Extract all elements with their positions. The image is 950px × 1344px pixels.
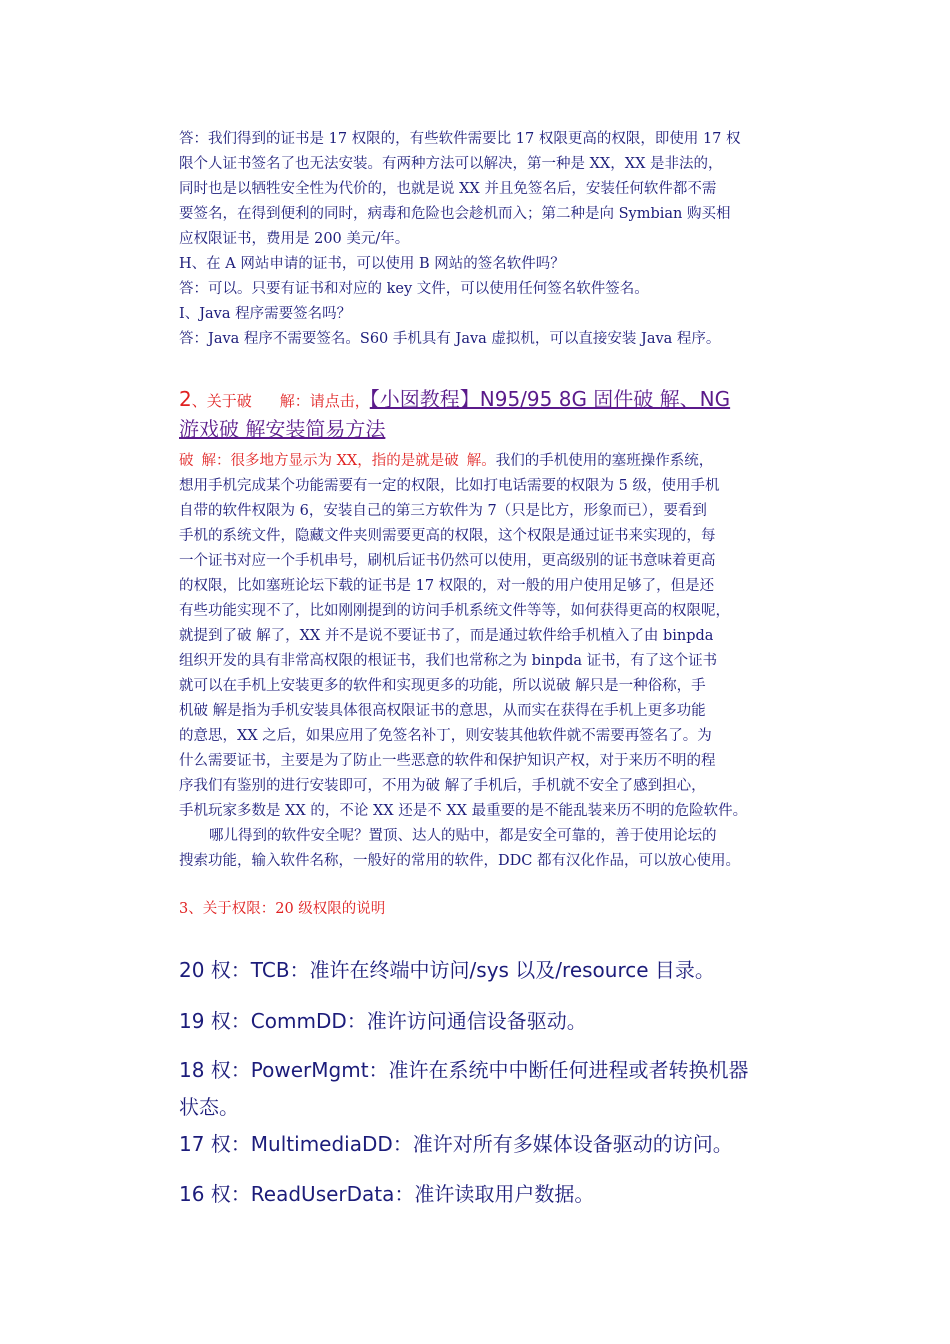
- permission-item: [179, 1052, 819, 1126]
- text-line: 的意思，XX 之后，如果应用了免签名补丁，则安装其他软件就不需要再签名了。为: [179, 728, 712, 744]
- crack-explanation: [179, 449, 819, 874]
- link-text-line1[interactable]: 【小囡教程】N95/95 8G 固件破 解、NG: [369, 387, 731, 411]
- text-line: 机破 解是指为手机安装具体很高权限证书的意思，从而实在获得在手机上更多功能: [179, 703, 706, 719]
- heading-text: 解：请点击，: [279, 392, 370, 410]
- permission-text: 18 权：PowerMgmt：准许在系统中中断任何进程或者转换机器: [179, 1058, 749, 1082]
- permission-text-cont: 状态。: [179, 1095, 239, 1119]
- crack-definition: 解：很多地方显示为 XX，指的是就是破: [201, 453, 459, 469]
- tutorial-link[interactable]: [179, 387, 730, 441]
- permission-text: 19 权：CommDD：准许访问通信设备驱动。: [179, 1009, 587, 1033]
- text-line: 的权限，比如塞班论坛下载的证书是 17 权限的，对一般的用户使用足够了，但是还: [179, 578, 715, 594]
- text-line: 就可以在手机上安装更多的软件和实现更多的功能，所以说破 解只是一种俗称，手: [179, 678, 706, 694]
- text-line: 要签名，在得到便利的同时，病毒和危险也会趁机而入；第二种是向 Symbian 购买相: [179, 206, 731, 222]
- text-line: 限个人证书签名了也无法安装。有两种方法可以解决，第一种是 XX，XX 是非法的，: [179, 156, 723, 172]
- permission-item: [179, 1126, 819, 1163]
- text-line: 应权限证书，费用是 200 美元/年。: [179, 231, 410, 247]
- permission-text: 17 权：MultimediaDD：准许对所有多媒体设备驱动的访问。: [179, 1132, 733, 1156]
- text-line: 手机玩家多数是 XX 的，不论 XX 还是不 XX 最重要的是不能乱装来历不明的危险软件。: [179, 803, 748, 819]
- text-line: 有些功能实现不了，比如刚刚提到的访问手机系统文件等等，如何获得更高的权限呢，: [179, 603, 730, 619]
- text-line: 同时也是以牺牲安全性为代价的，也就是说 XX 并且免签名后，安装任何软件都不需: [179, 181, 717, 197]
- text-line-rest: 我们的手机使用的塞班操作系统，: [495, 453, 714, 469]
- text-line: 想用手机完成某个功能需要有一定的权限，比如打电话需要的权限为 5 级，使用手机: [179, 478, 720, 494]
- permission-text: 20 权：TCB：准许在终端中访问/sys 以及/resource 目录。: [179, 958, 715, 982]
- text-line: 哪儿得到的软件安全呢？置顶、达人的贴中，都是安全可靠的，善于使用论坛的: [209, 828, 717, 844]
- faq-answer: 答：可以。只要有证书和对应的 key 文件，可以使用任何签名软件签名。: [179, 281, 649, 297]
- text-line: 就提到了破 解了，XX 并不是说不要证书了，而是通过软件给手机植入了由 binpda: [179, 628, 714, 644]
- faq-question: H、在 A 网站申请的证书，可以使用 B 网站的签名软件吗？: [179, 256, 565, 272]
- crack-term: 破: [179, 453, 194, 469]
- text-line: 一个证书对应一个手机串号，刷机后证书仍然可以使用，更高级别的证书意味着更高: [179, 553, 716, 569]
- permission-text: 16 权：ReadUserData：准许读取用户数据。: [179, 1182, 595, 1206]
- permission-item: [179, 952, 819, 989]
- faq-question: I、Java 程序需要签名吗？: [179, 306, 352, 322]
- text-line: 答：我们得到的证书是 17 权限的，有些软件需要比 17 权限更高的权限，即使用 17 权: [179, 131, 741, 147]
- permission-item: [179, 1003, 819, 1040]
- heading-number: 2: [179, 387, 192, 411]
- faq-section: [179, 127, 819, 352]
- text-line: [179, 449, 819, 474]
- text-line: 搜索功能，输入软件名称，一般好的常用的软件，DDC 都有汉化作品，可以放心使用。: [179, 853, 740, 869]
- heading-text: 、关于破: [191, 392, 252, 410]
- link-text-line2[interactable]: 游戏破 解安装简易方法: [179, 417, 386, 441]
- text-line: 什么需要证书，主要是为了防止一些恶意的软件和保护知识产权，对于来历不明的程: [179, 753, 716, 769]
- text-line: 序我们有鉴别的进行安装即可，不用为破 解了手机后，手机就不安全了感到担心，: [179, 778, 706, 794]
- section-heading-crack: [179, 385, 819, 445]
- section-heading-permissions: 3、关于权限：20 级权限的说明: [179, 901, 386, 917]
- text-line: 自带的软件权限为 6，安装自己的第三方软件为 7（只是比方，形象而已），要看到: [179, 503, 707, 519]
- crack-definition-end: 解。: [466, 453, 496, 469]
- text-line: 手机的系统文件，隐藏文件夹则需要更高的权限，这个权限是通过证书来实现的，每: [179, 528, 716, 544]
- permission-item: [179, 1176, 819, 1213]
- faq-answer: 答：Java 程序不需要签名。S60 手机具有 Java 虚拟机，可以直接安装 Java 程序。: [179, 331, 721, 347]
- text-line: 组织开发的具有非常高权限的根证书，我们也常称之为 binpda 证书，有了这个证书: [179, 653, 718, 669]
